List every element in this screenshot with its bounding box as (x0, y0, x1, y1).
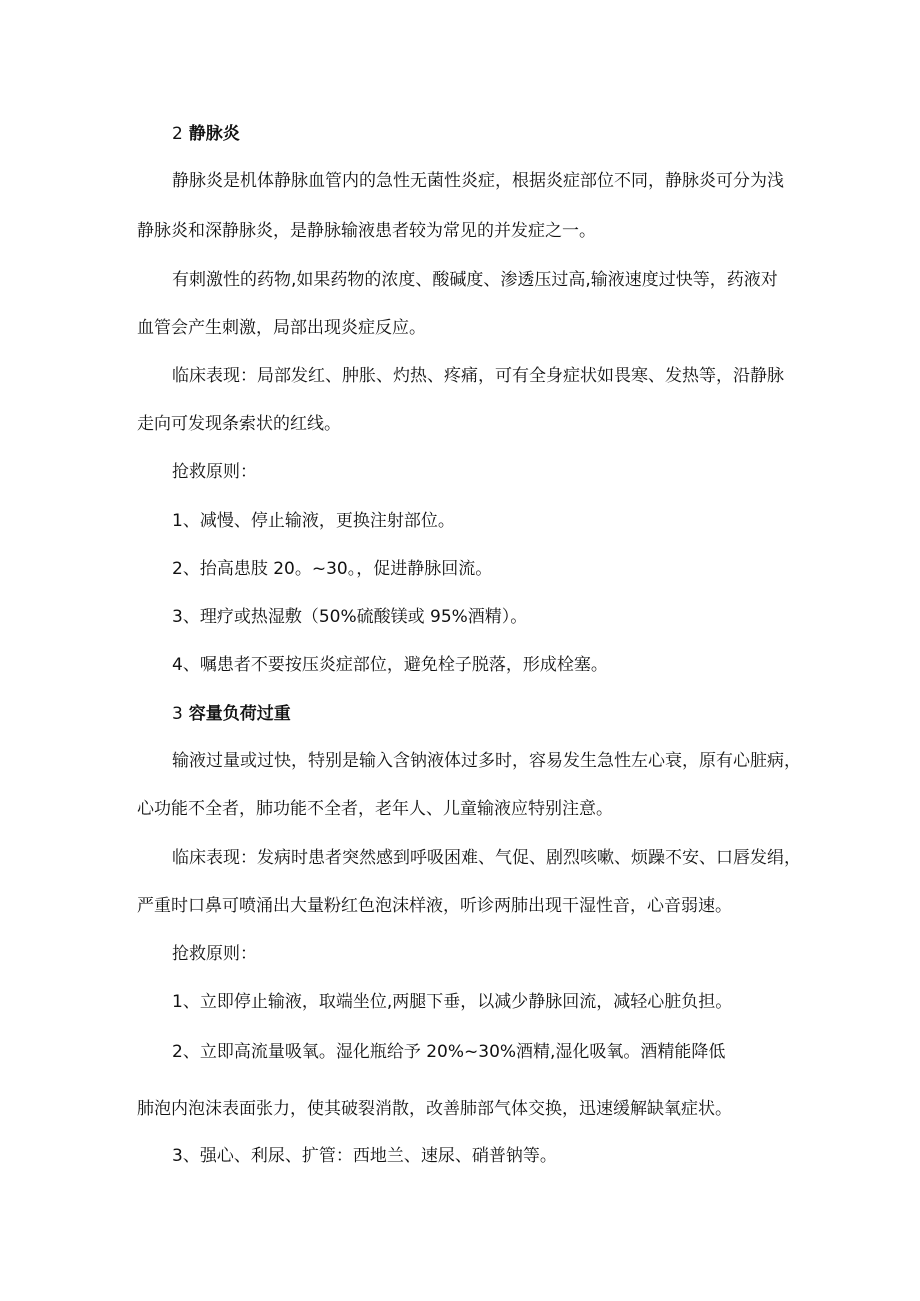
section-title: 容量负荷过重 (188, 704, 291, 724)
paragraph-line: 有刺激性的药物,如果药物的浓度、酸碱度、渗透压过高,输液速度过快等，药液对 (172, 270, 778, 290)
paragraph-line: 心功能不全者，肺功能不全者，老年人、儿童输液应特别注意。 (137, 799, 613, 819)
list-item: 3、理疗或热湿敷（50%硫酸镁或 95%酒精）。 (172, 607, 528, 627)
list-item: 2、立即高流量吸氧。湿化瓶给予 20%~30%酒精,湿化吸氧。酒精能降低 (172, 1042, 726, 1062)
section-number: 3 (172, 704, 183, 724)
paragraph-line: 临床表现：局部发红、肿胀、灼热、疼痛，可有全身症状如畏寒、发热等，沿静脉 (172, 366, 784, 386)
paragraph-line: 临床表现：发病时患者突然感到呼吸困难、气促、剧烈咳嗽、烦躁不安、口唇发绢， (172, 848, 801, 868)
paragraph-line: 静脉炎是机体静脉血管内的急性无菌性炎症，根据炎症部位不同，静脉炎可分为浅 (172, 171, 784, 191)
list-item: 4、嘱患者不要按压炎症部位，避免栓子脱落，形成栓塞。 (172, 655, 608, 675)
paragraph-line: 静脉炎和深静脉炎，是静脉输液患者较为常见的并发症之一。 (137, 221, 596, 241)
paragraph-line: 血管会产生刺激，局部出现炎症反应。 (137, 318, 426, 338)
section-number: 2 (172, 124, 183, 144)
list-item: 1、减慢、停止输液，更换注射部位。 (172, 511, 455, 531)
paragraph-line: 输液过量或过快，特别是输入含钠液体过多时，容易发生急性左心衰，原有心脏病， (172, 751, 801, 771)
list-item: 1、立即停止输液，取端坐位,两腿下垂，以减少静脉回流，减轻心脏负担。 (172, 992, 733, 1012)
paragraph-line: 抢救原则： (172, 462, 257, 482)
section-heading (0, 122, 920, 146)
paragraph-line: 走向可发现条索状的红线。 (137, 414, 341, 434)
paragraph-line: 抢救原则： (172, 944, 257, 964)
section-title: 静脉炎 (188, 124, 240, 144)
paragraph-line: 肺泡内泡沫表面张力，使其破裂消散，改善肺部气体交换，迅速缓解缺氧症状。 (137, 1099, 732, 1119)
list-item: 2、抬高患肢 20。~30。，促进静脉回流。 (172, 559, 493, 579)
section-heading (0, 702, 920, 726)
list-item: 3、强心、利尿、扩管：西地兰、速尿、硝普钠等。 (172, 1146, 557, 1166)
paragraph-line: 严重时口鼻可喷涌出大量粉红色泡沫样液，听诊两肺出现干湿性音，心音弱速。 (137, 896, 732, 916)
